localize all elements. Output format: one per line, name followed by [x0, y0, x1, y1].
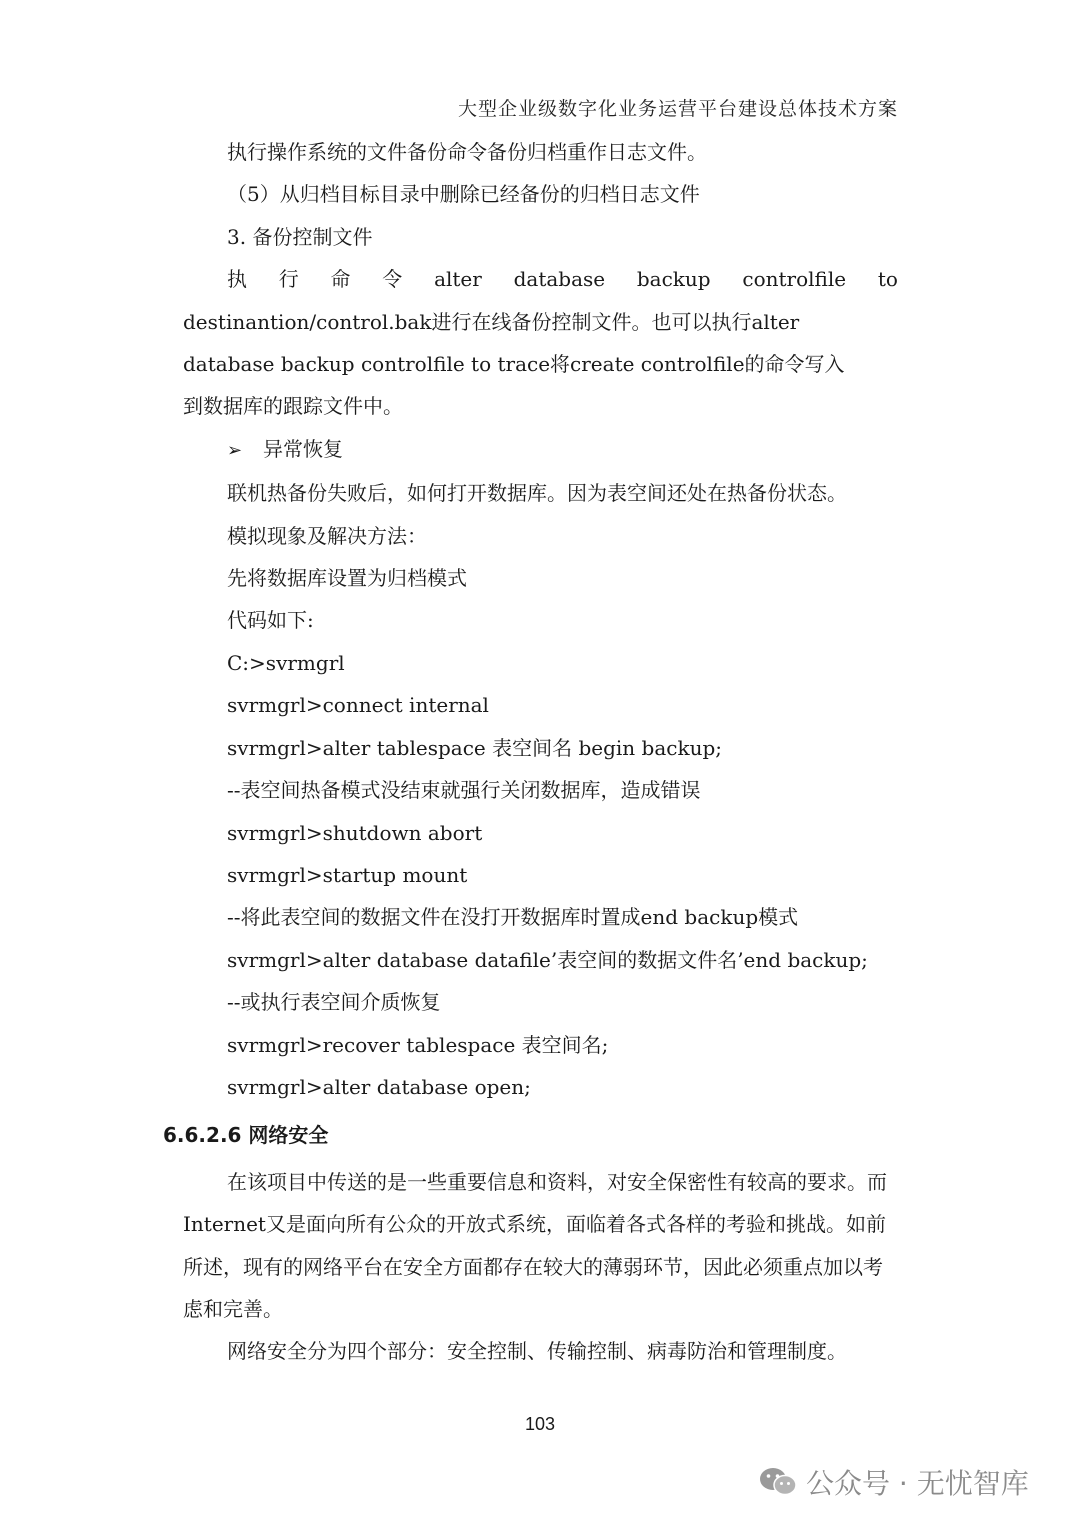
page-number: 103 — [524, 1414, 556, 1434]
text-line: database backup controlfile to trace将create controlfile的命令写入 — [183, 352, 845, 377]
text-line: destinantion/control.bak进行在线备份控制文件。也可以执行alter — [183, 309, 800, 334]
text-line: 联机热备份失败后，如何打开数据库。因为表空间还处在热备份状态。 — [227, 481, 847, 506]
word: 命 — [330, 267, 351, 292]
word: 令 — [382, 267, 403, 292]
code-line: svrmgrl>alter database datafile’表空间的数据文件名’end backup; — [227, 947, 868, 972]
code-comment: --表空间热备模式没结束就强行关闭数据库，造成错误 — [227, 778, 701, 803]
code-comment: --将此表空间的数据文件在没打开数据库时置成end backup模式 — [227, 905, 799, 930]
paragraph: 在该项目中传送的是一些重要信息和资料，对安全保密性有较高的要求。而Internet又是面向所有公众的开放式系统，面临着各式各样的考验和挑战。如前所述，现有的网络平台在安全方面都存在较大的薄弱环节，因此必须重点加以考虑和完善。 — [183, 1169, 887, 1321]
running-header: 大型企业级数字化业务运营平台建设总体技术方案 — [457, 98, 898, 120]
watermark-text: 公众号 · 无忧智库 — [806, 1467, 1029, 1500]
text-line: 代码如下: — [227, 608, 314, 633]
code-line: svrmgrl>connect internal — [227, 693, 489, 718]
code-line: C:>svrmgrl — [227, 650, 345, 675]
wechat-icon — [758, 1465, 798, 1499]
text-line: 执行操作系统的文件备份命令备份归档重作日志文件。 — [227, 140, 707, 164]
arrow-bullet-icon: ➢ — [227, 439, 243, 461]
code-line: svrmgrl>alter database open; — [227, 1074, 531, 1099]
document-body — [163, 131, 898, 1373]
text-line: 到数据库的跟踪文件中。 — [183, 394, 403, 419]
word: alter — [434, 267, 482, 292]
word: controlfile — [742, 267, 847, 292]
watermark — [758, 1462, 1029, 1502]
justified-line — [183, 258, 898, 300]
bullet-text: 异常恢复 — [263, 436, 343, 461]
code-comment: --或执行表空间介质恢复 — [227, 990, 441, 1015]
code-line: svrmgrl>startup mount — [227, 862, 468, 887]
text-line: 先将数据库设置为归档模式 — [227, 566, 467, 591]
text-line: （5）从归档目标目录中删除已经备份的归档日志文件 — [227, 182, 700, 207]
word: backup — [636, 267, 711, 292]
code-line: svrmgrl>shutdown abort — [227, 820, 483, 845]
word: database — [513, 267, 606, 292]
code-line: svrmgrl>recover tablespace 表空间名; — [227, 1032, 609, 1057]
bullet-item — [183, 428, 898, 472]
word: 执 — [227, 267, 247, 292]
paragraph: 网络安全分为四个部分：安全控制、传输控制、病毒防治和管理制度。 — [227, 1339, 847, 1364]
text-line: 3. 备份控制文件 — [227, 224, 373, 249]
code-line: svrmgrl>alter tablespace 表空间名 begin backup; — [227, 735, 722, 760]
section-heading: 6.6.2.6 网络安全 — [163, 1123, 329, 1148]
word: to — [877, 267, 898, 292]
text-line: 模拟现象及解决方法： — [227, 523, 427, 548]
word: 行 — [278, 267, 299, 292]
